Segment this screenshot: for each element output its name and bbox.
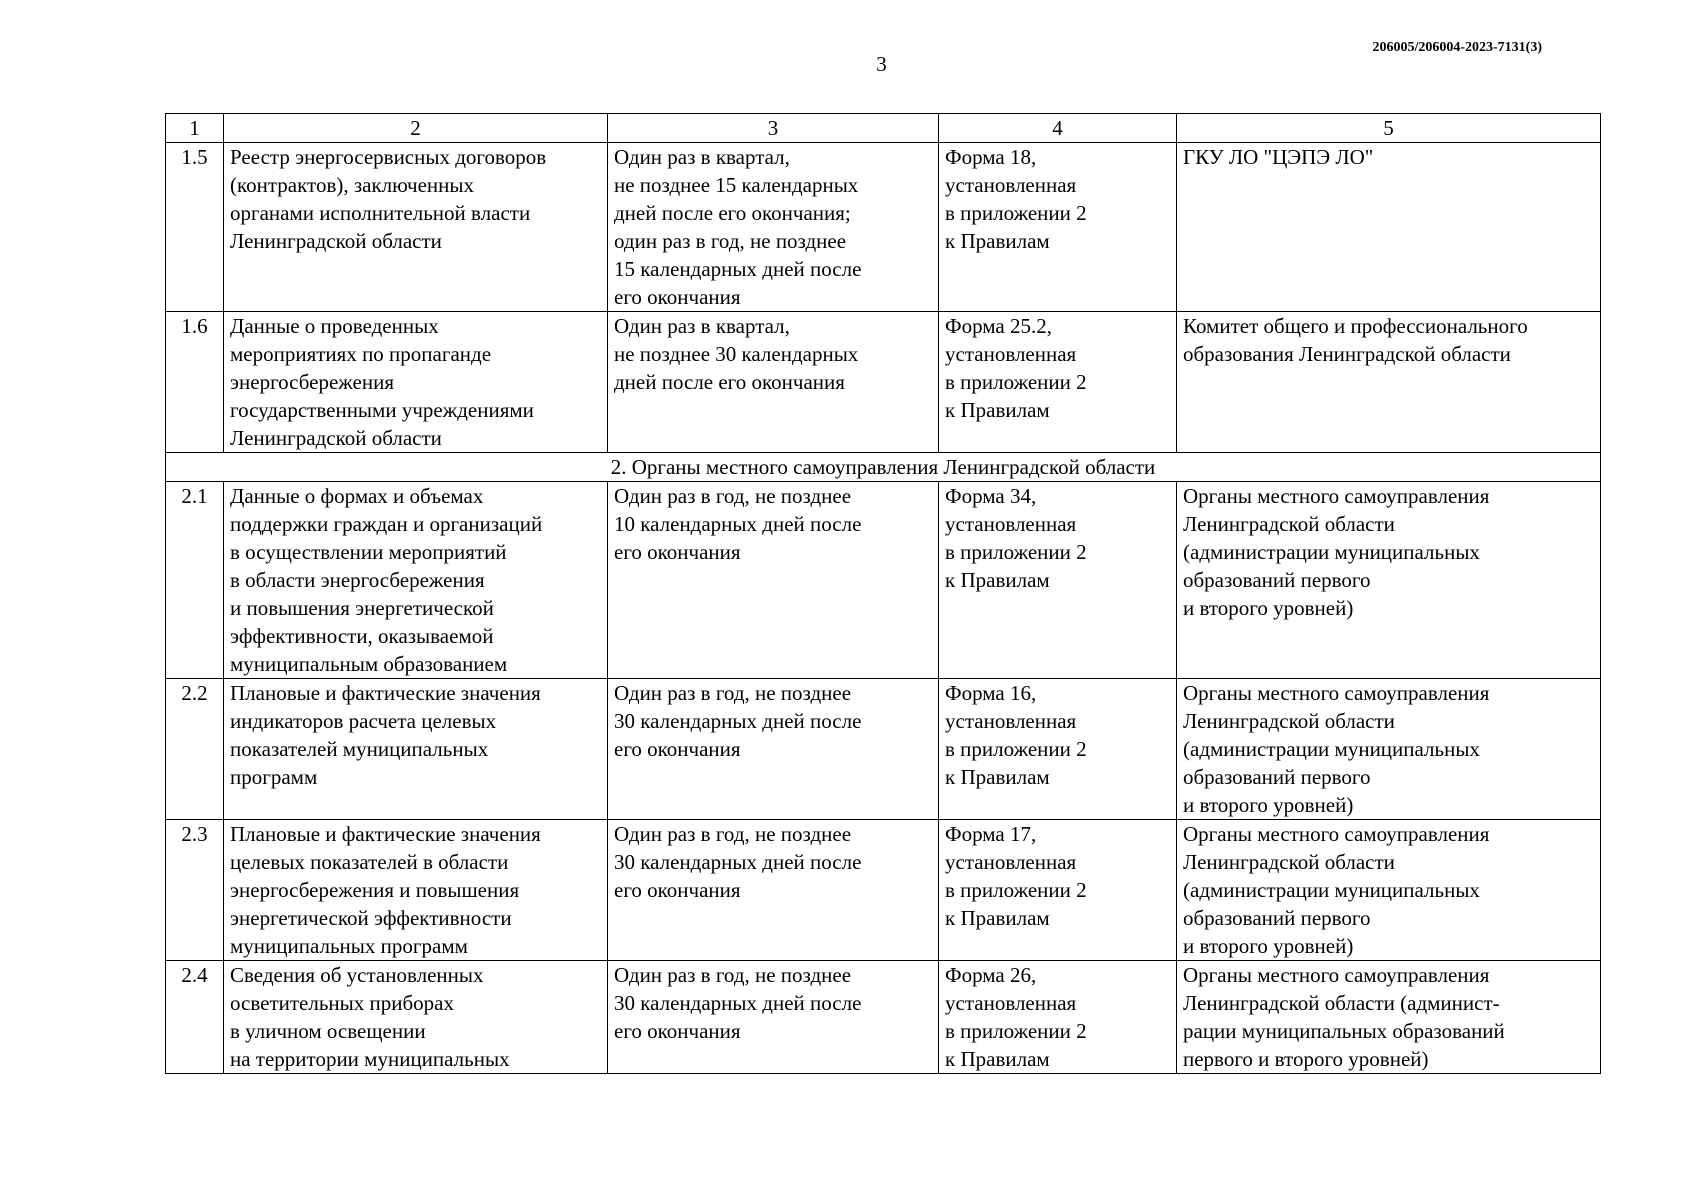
table-row — [166, 482, 1601, 679]
row-number: 1.6 — [166, 312, 224, 453]
column-header: 3 — [608, 114, 939, 143]
column-header: 1 — [166, 114, 224, 143]
row-number: 2.4 — [166, 961, 224, 1074]
section-title: 2. Органы местного самоуправления Ленинградской области — [166, 453, 1601, 482]
responsible-cell: Органы местного самоуправления Ленинградской области (админист- рации муниципальных образований первого и второго уровней) — [1177, 961, 1601, 1074]
table-row — [166, 312, 1601, 453]
table-row — [166, 679, 1601, 820]
table-row — [166, 961, 1601, 1074]
responsible-cell: Органы местного самоуправления Ленинградской области (администрации муниципальных образований первого и второго уровней) — [1177, 482, 1601, 679]
report-table — [165, 113, 1601, 1074]
period-cell: Один раз в год, не позднее 10 календарных дней после его окончания — [608, 482, 939, 679]
table-row — [166, 820, 1601, 961]
form-cell: Форма 34, установленная в приложении 2 к Правилам — [939, 482, 1177, 679]
period-cell: Один раз в год, не позднее 30 календарных дней после его окончания — [608, 820, 939, 961]
data-name-cell: Плановые и фактические значения индикаторов расчета целевых показателей муниципальных программ — [224, 679, 608, 820]
data-name-cell: Плановые и фактические значения целевых показателей в области энергосбережения и повышения энергетической эффективности муниципальных программ — [224, 820, 608, 961]
column-header: 5 — [1177, 114, 1601, 143]
table-header-row — [166, 114, 1601, 143]
form-cell: Форма 18, установленная в приложении 2 к Правилам — [939, 143, 1177, 312]
row-number: 2.2 — [166, 679, 224, 820]
section-row — [166, 453, 1601, 482]
document-code: 206005/206004-2023-7131(3) — [1372, 40, 1542, 55]
period-cell: Один раз в год, не позднее 30 календарных дней после его окончания — [608, 961, 939, 1074]
table-row — [166, 143, 1601, 312]
responsible-cell: Органы местного самоуправления Ленинградской области (администрации муниципальных образований первого и второго уровней) — [1177, 820, 1601, 961]
data-name-cell: Данные о формах и объемах поддержки граждан и организаций в осуществлении мероприятий в области энергосбережения и повышения энергетической эффективности, оказываемой муниципальным образованием — [224, 482, 608, 679]
period-cell: Один раз в квартал, не позднее 30 календарных дней после его окончания — [608, 312, 939, 453]
form-cell: Форма 26, установленная в приложении 2 к Правилам — [939, 961, 1177, 1074]
responsible-cell: ГКУ ЛО "ЦЭПЭ ЛО" — [1177, 143, 1601, 312]
page-number: 3 — [876, 52, 887, 76]
responsible-cell: Органы местного самоуправления Ленинградской области (администрации муниципальных образований первого и второго уровней) — [1177, 679, 1601, 820]
data-name-cell: Сведения об установленных осветительных приборах в уличном освещении на территории муниципальных — [224, 961, 608, 1074]
row-number: 1.5 — [166, 143, 224, 312]
period-cell: Один раз в год, не позднее 30 календарных дней после его окончания — [608, 679, 939, 820]
form-cell: Форма 25.2, установленная в приложении 2 к Правилам — [939, 312, 1177, 453]
row-number: 2.3 — [166, 820, 224, 961]
form-cell: Форма 16, установленная в приложении 2 к Правилам — [939, 679, 1177, 820]
data-name-cell: Реестр энергосервисных договоров (контрактов), заключенных органами исполнительной власти Ленинградской области — [224, 143, 608, 312]
form-cell: Форма 17, установленная в приложении 2 к Правилам — [939, 820, 1177, 961]
row-number: 2.1 — [166, 482, 224, 679]
responsible-cell: Комитет общего и профессионального образования Ленинградской области — [1177, 312, 1601, 453]
column-header: 2 — [224, 114, 608, 143]
column-header: 4 — [939, 114, 1177, 143]
period-cell: Один раз в квартал, не позднее 15 календарных дней после его окончания; один раз в год, не позднее 15 календарных дней после его окончания — [608, 143, 939, 312]
data-name-cell: Данные о проведенных мероприятиях по пропаганде энергосбережения государственными учреждениями Ленинградской области — [224, 312, 608, 453]
